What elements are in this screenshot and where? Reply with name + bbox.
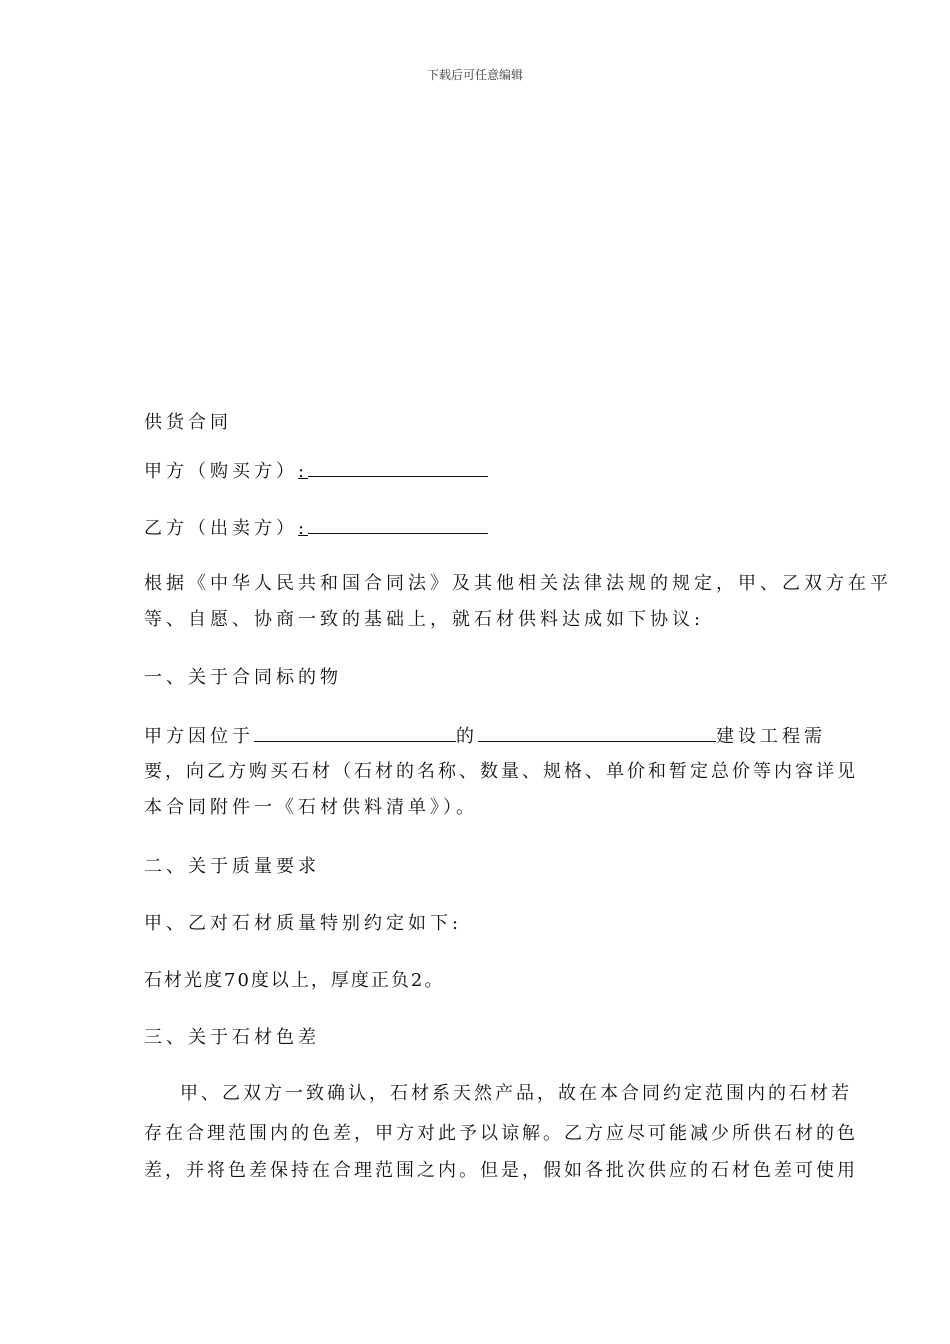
- preamble-line-1: 根据《中华人民共和国合同法》及其他相关法律法规的规定，甲、乙双方在平: [144, 573, 892, 594]
- party-a-colon: :: [298, 461, 309, 482]
- party-a-label: 甲方（购买方）: [144, 461, 298, 482]
- party-b-blank: [308, 517, 488, 534]
- section3-line-2: 存在合理范围内的色差，甲方对此予以谅解。乙方应尽可能减少所供石材的色: [144, 1123, 858, 1144]
- preamble-line-2: 等、自愿、协商一致的基础上，就石材供料达成如下协议:: [144, 609, 705, 630]
- section2-line-1: 甲、乙对石材质量特别约定如下:: [144, 913, 463, 934]
- project-blank: [478, 725, 716, 742]
- section3-line-3: 差，并将色差保持在合理范围之内。但是，假如各批次供应的石材色差可使用: [144, 1160, 858, 1181]
- section1-mid: 的: [456, 726, 478, 747]
- page-header-note: 下载后可任意编辑: [426, 68, 523, 82]
- section3-line-1: 甲、乙双方一致确认，石材系天然产品，故在本合同约定范围内的石材若: [180, 1083, 852, 1104]
- section2-line-2: 石材光度70度以上，厚度正负2。: [144, 970, 445, 991]
- section1-line-3: 本合同附件一《石材供料清单》）。: [144, 797, 478, 818]
- section1-heading: 一、关于合同标的物: [144, 667, 342, 688]
- party-b-label: 乙方（出卖方）: [144, 518, 298, 539]
- party-b-line: [144, 517, 806, 540]
- contract-title: 供货合同: [144, 412, 232, 433]
- location-blank: [254, 725, 456, 742]
- section1-suffix: 建设工程需: [716, 726, 826, 747]
- party-b-colon: :: [298, 518, 309, 539]
- party-a-blank: [308, 460, 488, 477]
- party-a-line: [144, 460, 806, 483]
- section2-heading: 二、关于质量要求: [144, 856, 320, 877]
- section1-line-1: [144, 725, 826, 748]
- section1-prefix: 甲方因位于: [144, 726, 254, 747]
- section3-heading: 三、关于石材色差: [144, 1027, 320, 1048]
- section1-line-2: 要，向乙方购买石材（石材的名称、数量、规格、单价和暂定总价等内容详见: [144, 761, 858, 782]
